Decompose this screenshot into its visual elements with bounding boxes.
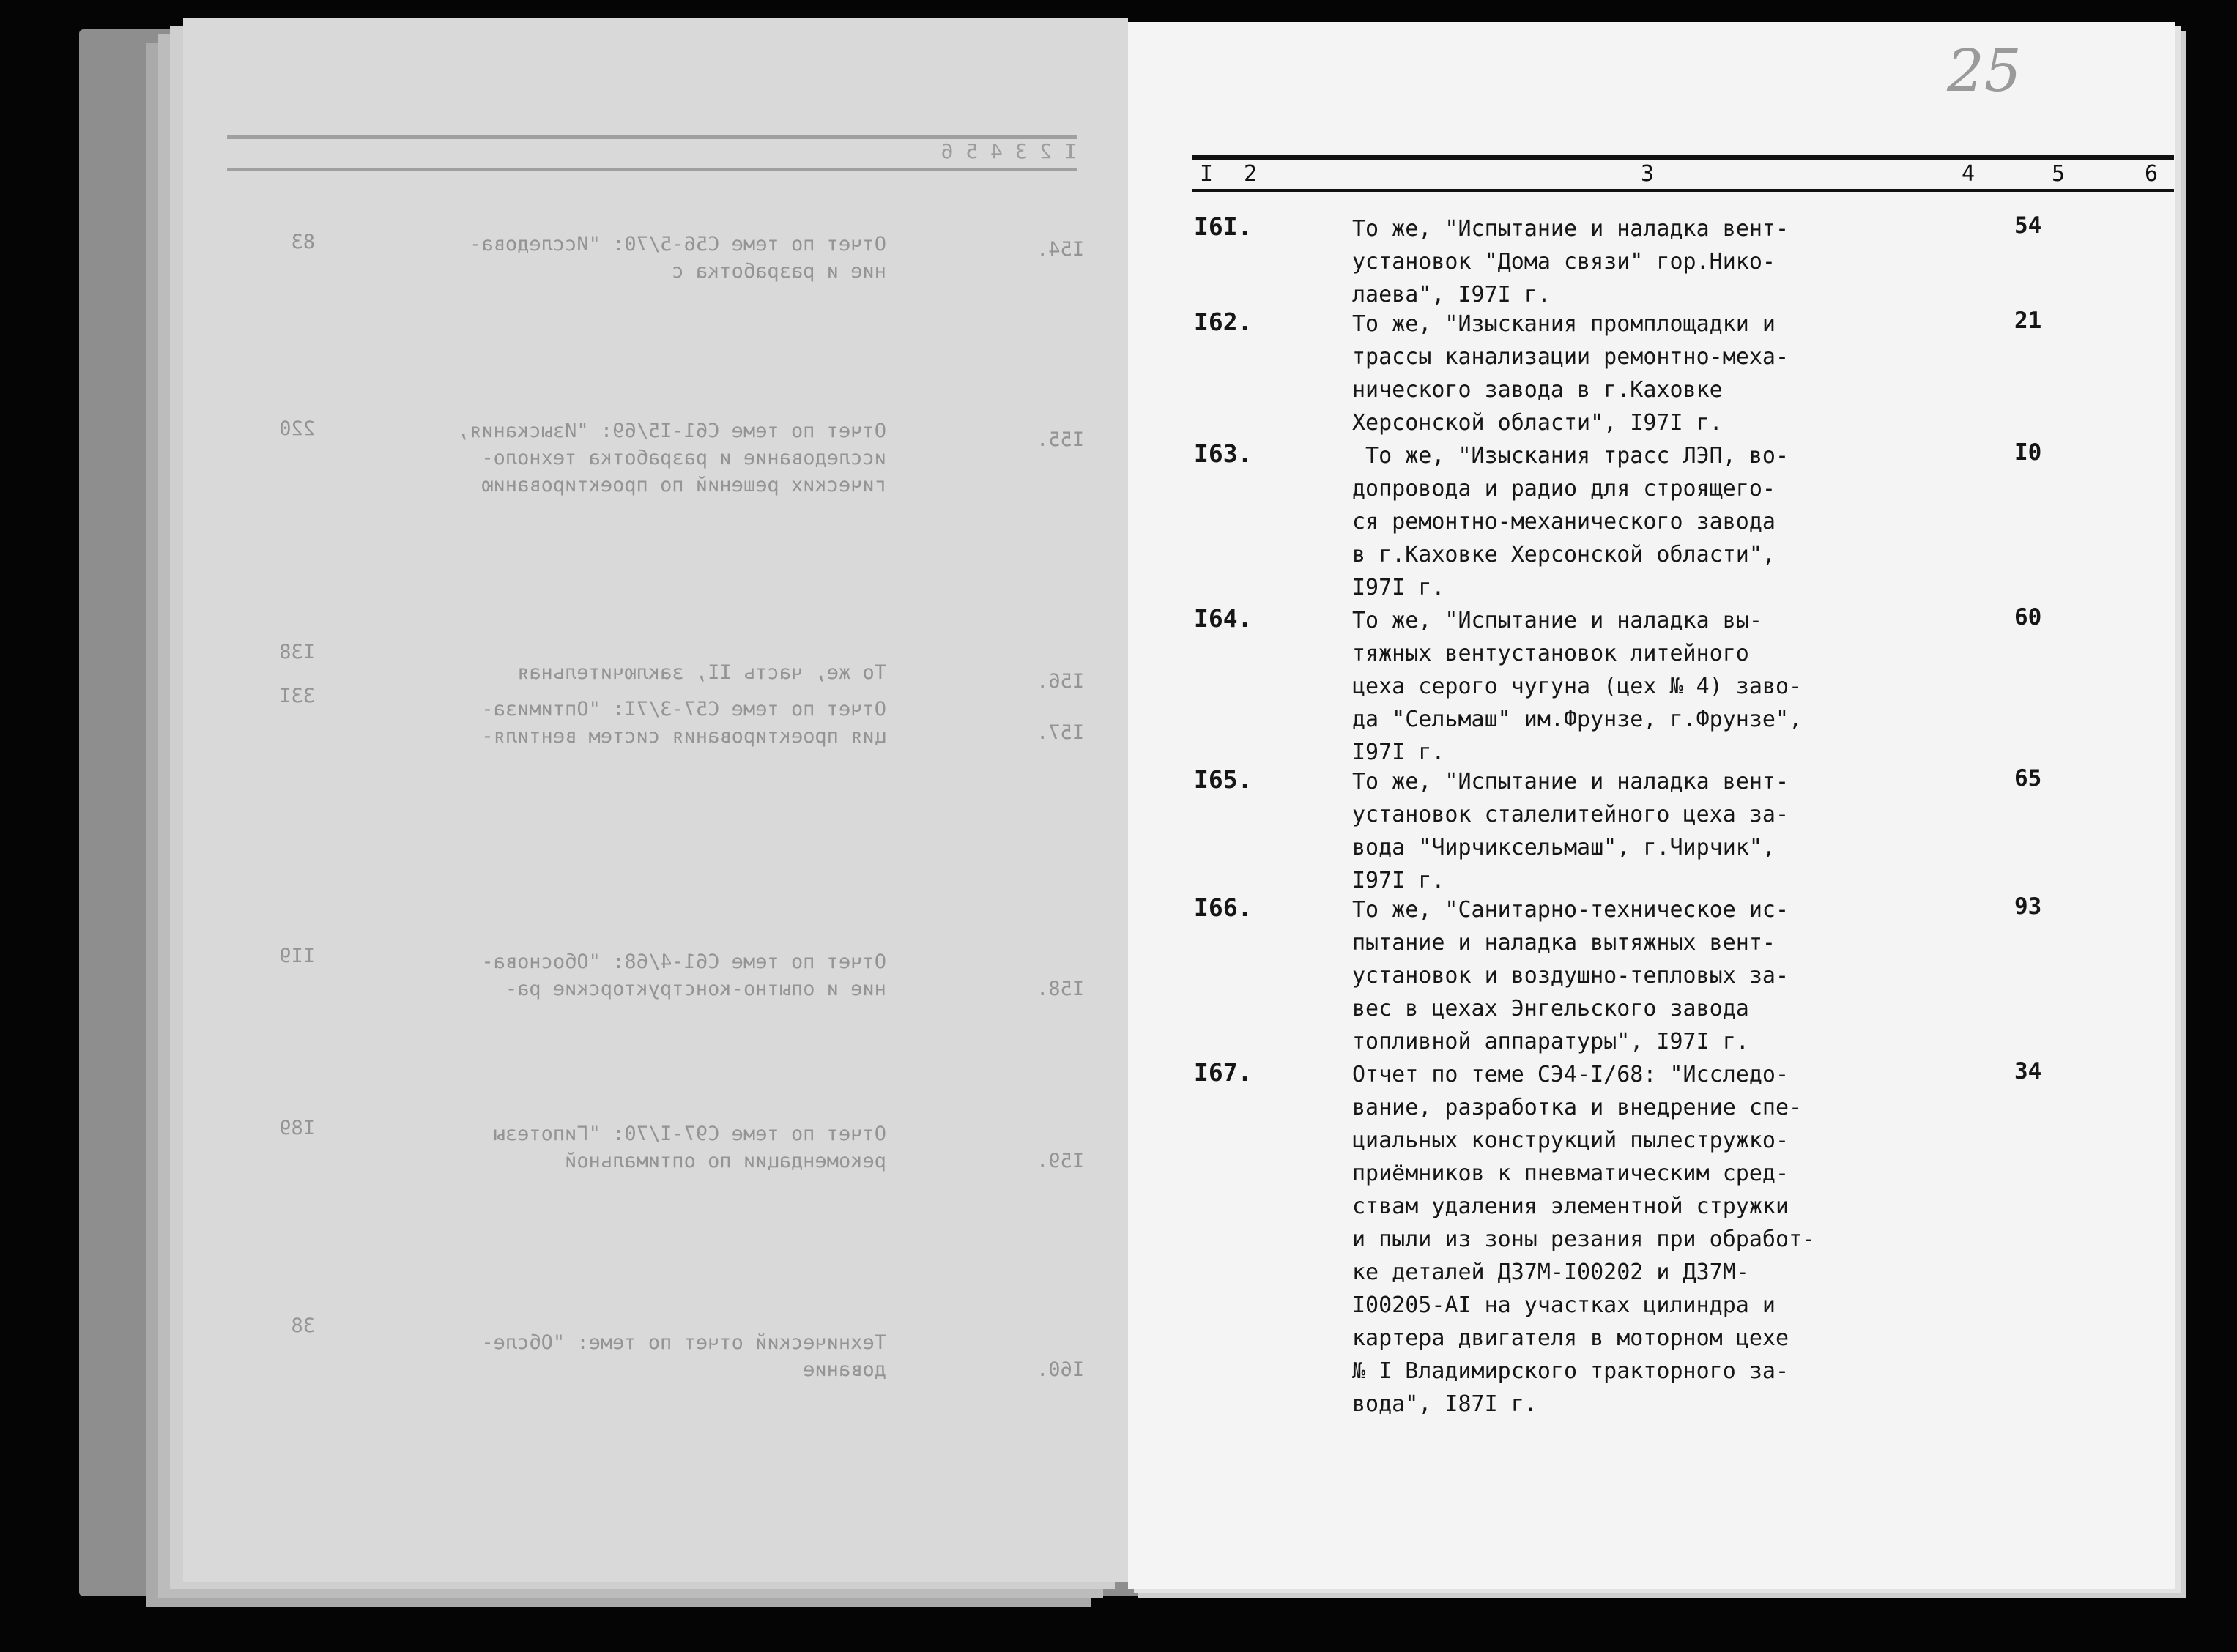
entry-title: Отчет по теме СЭ4-I/68: "Исследо- вание, разработка и внедрение спе- циальных конструкций пылестружко- приёмников к пневматическим сред- ствам удаления элементной стружки и пыли из зоны резания при обработ- ке деталей Д37М-I00202 и Д37М- I00205-AI на участках цилиндра и картера двигателя в моторном цехе № I Владимирского тракторного за- вода", I87I г. — [1352, 1062, 1816, 1417]
handwritten-page-number: 25 — [1947, 37, 2022, 105]
col-header-2: 2 — [1244, 161, 1258, 187]
col-header-1: I — [1200, 161, 1214, 187]
left-page — [183, 18, 1128, 1582]
entry-title: То же, "Санитарно-техническое ис- пытание и наладка вытяжных вент- установок и воздушно-тепловых за- вес в цехах Энгельского завода топливной аппаратуры", I97I г. — [1352, 897, 1789, 1054]
left-entry-value: 220 — [279, 417, 315, 440]
left-entry-value: 83 — [291, 231, 315, 253]
left-page-bleed-through — [183, 18, 1128, 1582]
left-entry-number: I55. — [1036, 428, 1084, 451]
left-entry-value: 33I — [279, 685, 315, 707]
col-header-5: 5 — [2052, 161, 2066, 187]
entry-number: I64. — [1194, 604, 1253, 633]
entry-number: I62. — [1194, 308, 1253, 336]
left-entry-text: Отчет по теме С97-I/70: "Гипотезы рекомендации по оптимальной — [493, 1123, 886, 1172]
entry-page-count: 93 — [2014, 893, 2042, 920]
entry-title: То же, "Изыскания трасс ЛЭП, во- допровода и радио для строящего- ся ремонтно-механического завода в г.Каховке Херсонской области", I97I г. — [1352, 443, 1789, 600]
left-entry-value: I38 — [279, 641, 315, 663]
col-header-3: 3 — [1641, 161, 1655, 187]
left-entry-text: Технический отчет по теме: "Обсле- дование — [481, 1331, 886, 1381]
entry-number: I67. — [1194, 1058, 1253, 1087]
entry-number: I66. — [1194, 893, 1253, 922]
left-entry-value: 38 — [291, 1314, 315, 1337]
left-entry-value: I89 — [279, 1117, 315, 1139]
table-header — [1192, 155, 2174, 192]
left-entry-value: II9 — [279, 945, 315, 967]
left-entry-text: Отчет по теме С57-3/7I: "Оптимиза- ция проектирования систем вентиля- — [481, 698, 886, 748]
entry-page-count: 54 — [2014, 212, 2042, 239]
entry-number: I65. — [1194, 765, 1253, 794]
entry-page-count: 34 — [2014, 1058, 2042, 1084]
entry-page-count: I0 — [2014, 439, 2042, 466]
right-page — [1128, 22, 2175, 1589]
entry-title: То же, "Испытание и наладка вент- установок сталелитейного цеха за- вода "Чирчиксельмаш", г.Чирчик", I97I г. — [1352, 769, 1789, 893]
left-entry-number: I60. — [1036, 1358, 1084, 1381]
entry-page-count: 65 — [2014, 765, 2042, 792]
entry-number: I6I. — [1194, 212, 1253, 241]
entry-title: То же, "Испытание и наладка вы- тяжных вентустановок литейного цеха серого чугуна (цех № 4) заво- да "Сельмаш" им.Фрунзе, г.Фрунзе", I97I г. — [1352, 608, 1803, 765]
left-entry-text: Отчет по теме С61-I5/69: "Изыскания, исследование и разработка техноло- гических решений по проектированию — [457, 420, 886, 496]
left-entry-text: Отчет по теме С61-4/68: "Обоснова- ние и опытно-конструкторские ра- — [481, 950, 886, 1000]
entry-page-count: 60 — [2014, 604, 2042, 630]
col-header-6: 6 — [2145, 161, 2159, 187]
left-entry-number: I58. — [1036, 978, 1084, 1000]
left-entry-text: Отчет по теме С56-5/70: "Исследова- ние и разработка с — [470, 233, 886, 283]
entry-title: То же, "Изыскания промплощадки и трассы канализации ремонтно-меха- нического завода в г.Каховке Херсонской области", I97I г. — [1352, 311, 1789, 436]
left-entry-number: I57. — [1036, 721, 1084, 744]
col-header-4: 4 — [1962, 161, 1976, 187]
left-entry-number: I56. — [1036, 670, 1084, 693]
left-entry-text: То же, часть II, заключительная — [517, 661, 886, 684]
entry-page-count: 21 — [2014, 308, 2042, 334]
left-entry-number: I54. — [1036, 238, 1084, 261]
left-entry-number: I59. — [1036, 1150, 1084, 1172]
left-header-text: I 2 3 4 5 6 — [941, 139, 1077, 163]
entry-title: То же, "Испытание и наладка вент- установок "Дома связи" гор.Нико- лаева", I97I г. — [1352, 216, 1789, 308]
entry-number: I63. — [1194, 439, 1253, 468]
left-table-header — [227, 135, 1077, 171]
